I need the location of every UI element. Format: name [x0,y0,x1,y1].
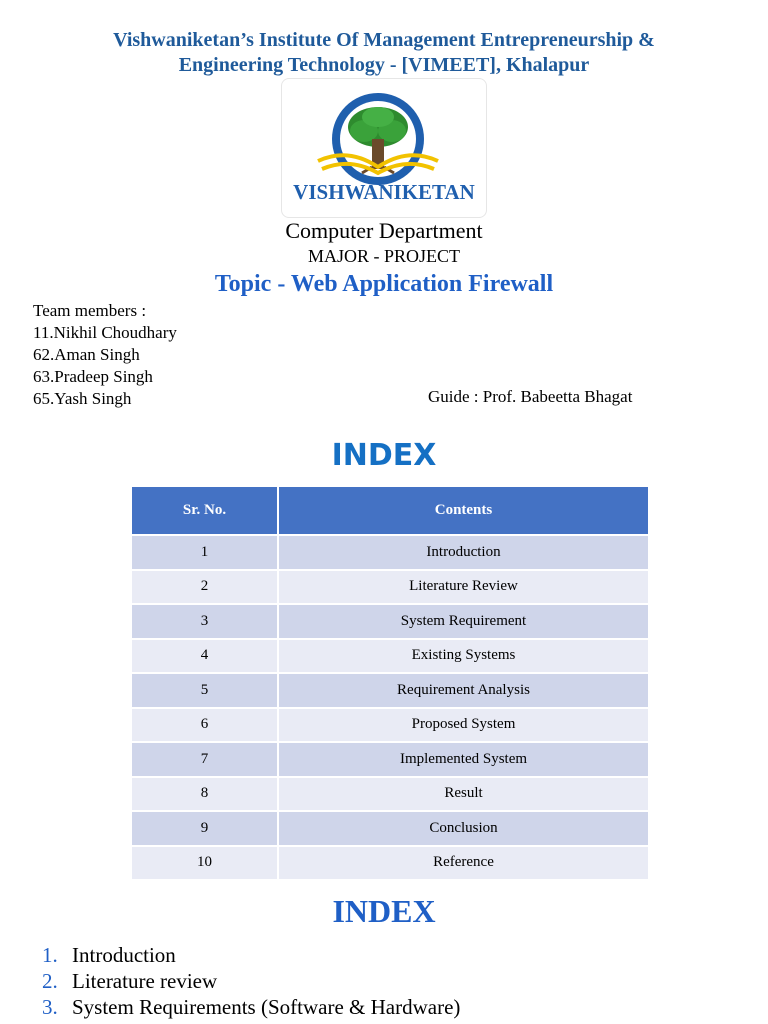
project-type: MAJOR - PROJECT [307,246,461,266]
sr-no-cell: 3 [132,604,278,639]
contents-cell: Proposed System [278,708,648,743]
team-member: 65.Yash Singh [33,389,132,408]
list-item-text: System Requirements (Software & Hardware) [72,995,461,1019]
list-item-number: 2. [42,969,58,993]
team-member: 63.Pradeep Singh [33,367,153,386]
institute-line-2: Engineering Technology - [VIMEET], Khalapur [178,54,590,76]
index-table-title: INDEX [331,438,437,473]
table-row [132,604,648,639]
project-topic: Topic - Web Application Firewall [214,271,554,297]
institute-line-1: Vishwaniketan’s Institute Of Management Entrepreneurship & [113,29,655,51]
index-list-title: INDEX [332,893,436,929]
list-item [42,942,460,968]
sr-no-cell: 5 [132,673,278,708]
index-table [132,487,648,879]
sr-no-cell: 6 [132,708,278,743]
contents-cell: Conclusion [278,811,648,846]
team-member: 11.Nikhil Choudhary [33,323,177,342]
list-item [42,968,460,994]
list-item-text: Introduction [72,943,176,967]
table-row [132,846,648,880]
table-row [132,708,648,743]
table-row [132,639,648,674]
list-item-number: 1. [42,943,58,967]
list-item-text: Literature review [72,969,218,993]
sr-no-cell: 2 [132,570,278,605]
table-row [132,673,648,708]
sr-no-cell: 1 [132,535,278,570]
contents-cell: Literature Review [278,570,648,605]
contents-cell: System Requirement [278,604,648,639]
table-row [132,811,648,846]
list-item [42,994,460,1020]
table-header-row [132,487,648,535]
tree-book-logo-icon [282,79,486,217]
column-header-sr-no: Sr. No. [132,487,278,535]
contents-cell: Requirement Analysis [278,673,648,708]
logo-text: VISHWANIKETAN [293,180,475,204]
column-header-contents: Contents [278,487,648,535]
project-guide: Guide : Prof. Babeetta Bhagat [428,387,633,406]
table-row [132,535,648,570]
contents-cell: Result [278,777,648,812]
college-logo [281,78,487,218]
contents-cell: Introduction [278,535,648,570]
sr-no-cell: 9 [132,811,278,846]
sr-no-cell: 4 [132,639,278,674]
contents-cell: Existing Systems [278,639,648,674]
table-row [132,742,648,777]
table-row [132,777,648,812]
sr-no-cell: 10 [132,846,278,880]
team-heading: Team members : [33,301,147,320]
contents-cell: Reference [278,846,648,880]
team-member: 62.Aman Singh [33,345,140,364]
list-item-number: 3. [42,995,58,1019]
team-members [33,300,177,410]
department-name: Computer Department [285,218,483,243]
index-list [42,942,460,1020]
institute-title [0,28,768,78]
contents-cell: Implemented System [278,742,648,777]
sr-no-cell: 7 [132,742,278,777]
sr-no-cell: 8 [132,777,278,812]
table-row [132,570,648,605]
